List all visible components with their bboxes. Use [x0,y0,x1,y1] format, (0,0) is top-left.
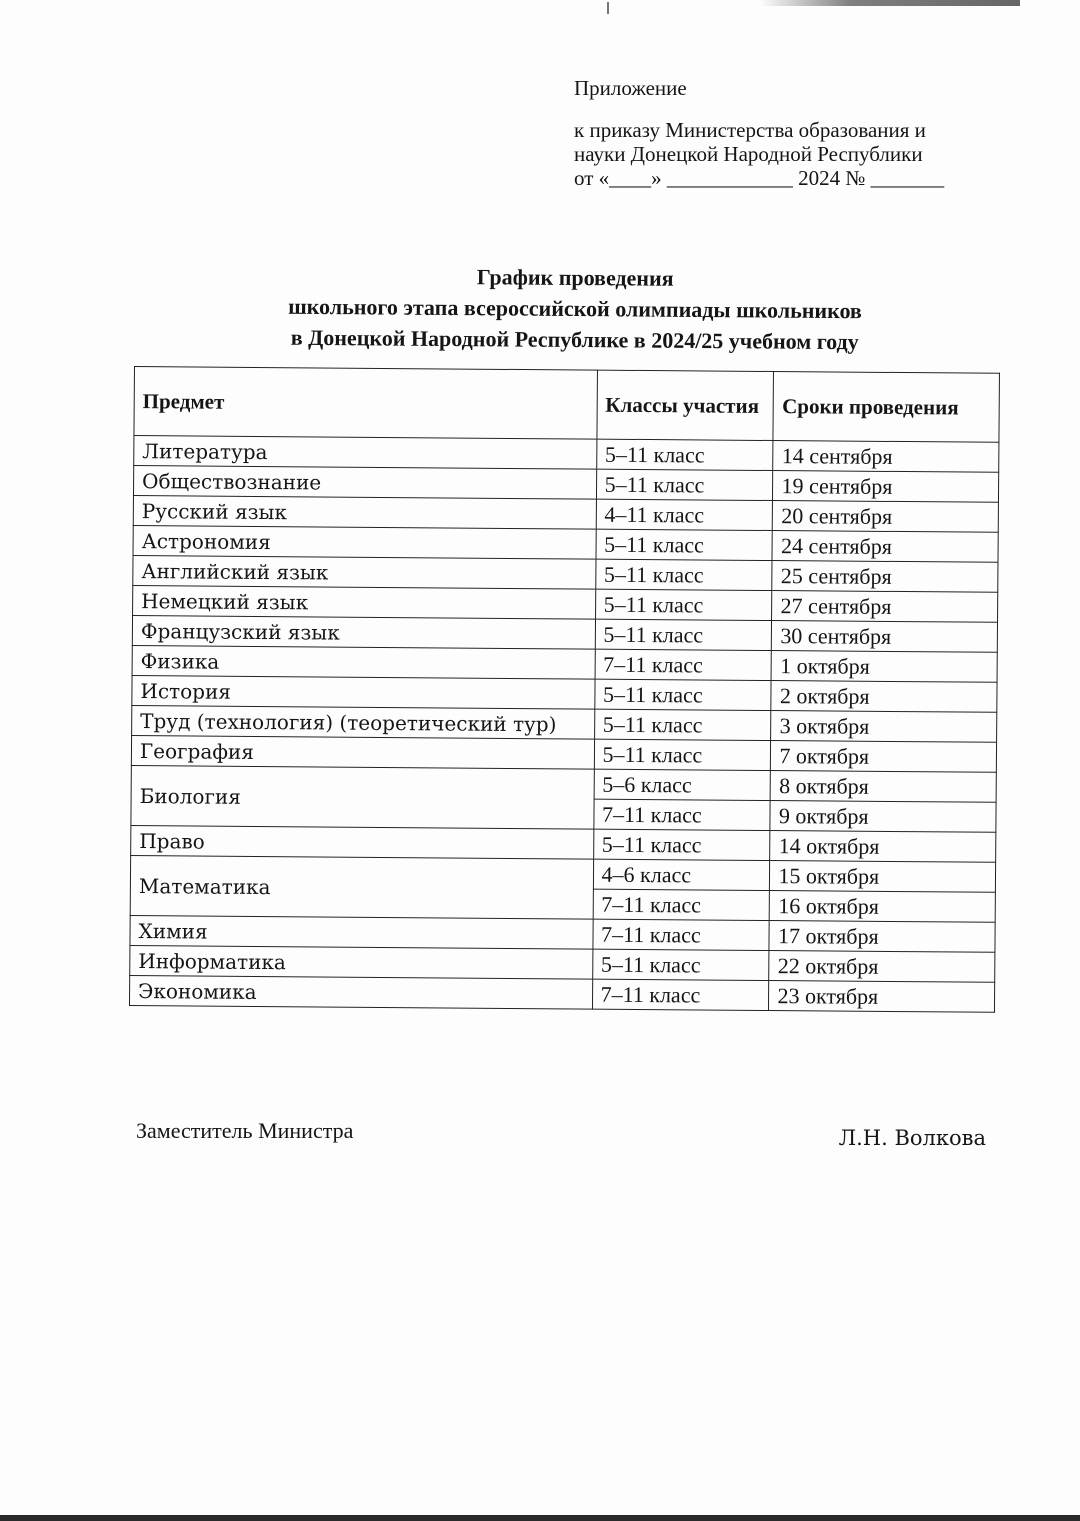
cell-subject: Обществознание [133,466,596,500]
cell-classes: 5–6 класс [594,769,771,800]
scan-edge-bar [760,0,1020,6]
scan-edge-tick [607,2,609,14]
cell-subject: Французский язык [132,615,595,649]
cell-classes: 5–11 класс [596,529,773,560]
cell-classes: 5–11 класс [594,709,771,740]
cell-subject: Информатика [130,945,593,979]
cell-date: 30 сентября [772,621,998,653]
cell-classes: 4–6 класс [593,859,770,890]
document-title [230,259,921,357]
cell-subject: Труд (технология) (теоретический тур) [132,705,595,739]
signature-position: Заместитель Министра [136,1118,354,1143]
cell-date: 3 октября [771,711,997,743]
cell-classes: 5–11 класс [594,679,771,710]
cell-subject: География [131,735,594,769]
cell-subject: Литература [134,436,597,470]
header-subject: Предмет [134,367,597,440]
cell-classes: 7–11 класс [595,649,772,680]
cell-date: 25 сентября [772,561,998,593]
cell-classes: 7–11 класс [592,979,769,1010]
cell-date: 8 октября [771,771,997,803]
header-classes: Классы участия [597,370,774,440]
signature-name: Л.Н. Волкова [838,1126,986,1150]
cell-date: 22 октября [769,951,995,983]
scan-artifact-top [0,0,1080,8]
cell-subject: Экономика [129,975,592,1009]
cell-date: 14 сентября [773,441,999,473]
cell-subject: Право [131,825,594,859]
cell-classes: 5–11 класс [593,829,770,860]
cell-classes: 5–11 класс [596,469,773,500]
appendix-block [574,76,944,190]
scan-artifact-bottom [0,1515,1080,1521]
appendix-label: Приложение [574,76,687,100]
cell-date: 15 октября [770,861,996,893]
title-line-2: школьного этапа всероссийской олимпиады школьников [288,293,862,324]
cell-date: 16 октября [770,891,996,923]
table-row [129,975,994,1012]
cell-subject: История [132,675,595,709]
cell-subject: Химия [130,915,593,949]
cell-date: 17 октября [769,921,995,953]
cell-date: 7 октября [771,741,997,773]
cell-classes: 4–11 класс [596,499,773,530]
table-header-row [134,367,1000,443]
cell-subject: Немецкий язык [133,585,596,619]
cell-classes: 5–11 класс [594,739,771,770]
cell-classes: 7–11 класс [593,889,770,920]
cell-classes: 5–11 класс [595,589,772,620]
cell-date: 23 октября [769,981,995,1013]
cell-date: 20 сентября [773,501,999,533]
appendix-ministry-line: науки Донецкой Народной Республики [574,142,923,166]
header-dates: Сроки проведения [773,372,999,443]
cell-subject: Физика [132,645,595,679]
cell-subject: Биология [131,765,594,829]
title-line-3: в Донецкой Народной Республике в 2024/25 учебном году [290,324,859,355]
cell-date: 1 октября [772,651,998,683]
schedule-table [129,366,1000,1013]
cell-date: 9 октября [770,801,996,833]
cell-date: 14 октября [770,831,996,863]
cell-classes: 5–11 класс [595,619,772,650]
cell-classes: 5–11 класс [592,949,769,980]
title-line-1: График проведения [476,264,674,291]
cell-classes: 5–11 класс [595,559,772,590]
cell-date: 2 октября [771,681,997,713]
table-row [130,855,995,892]
appendix-order-line: к приказу Министерства образования и [574,118,926,142]
cell-date: 24 сентября [772,531,998,563]
cell-subject: Астрономия [133,525,596,559]
cell-subject: Английский язык [133,555,596,589]
cell-subject: Математика [130,855,593,919]
cell-date: 27 сентября [772,591,998,623]
cell-date: 19 сентября [773,471,999,503]
cell-classes: 5–11 класс [596,439,773,470]
cell-subject: Русский язык [133,495,596,529]
cell-classes: 7–11 класс [592,919,769,950]
cell-classes: 7–11 класс [593,799,770,830]
appendix-date-number-line: от «____» ____________ 2024 № _______ [574,166,945,190]
table-row [131,765,996,802]
